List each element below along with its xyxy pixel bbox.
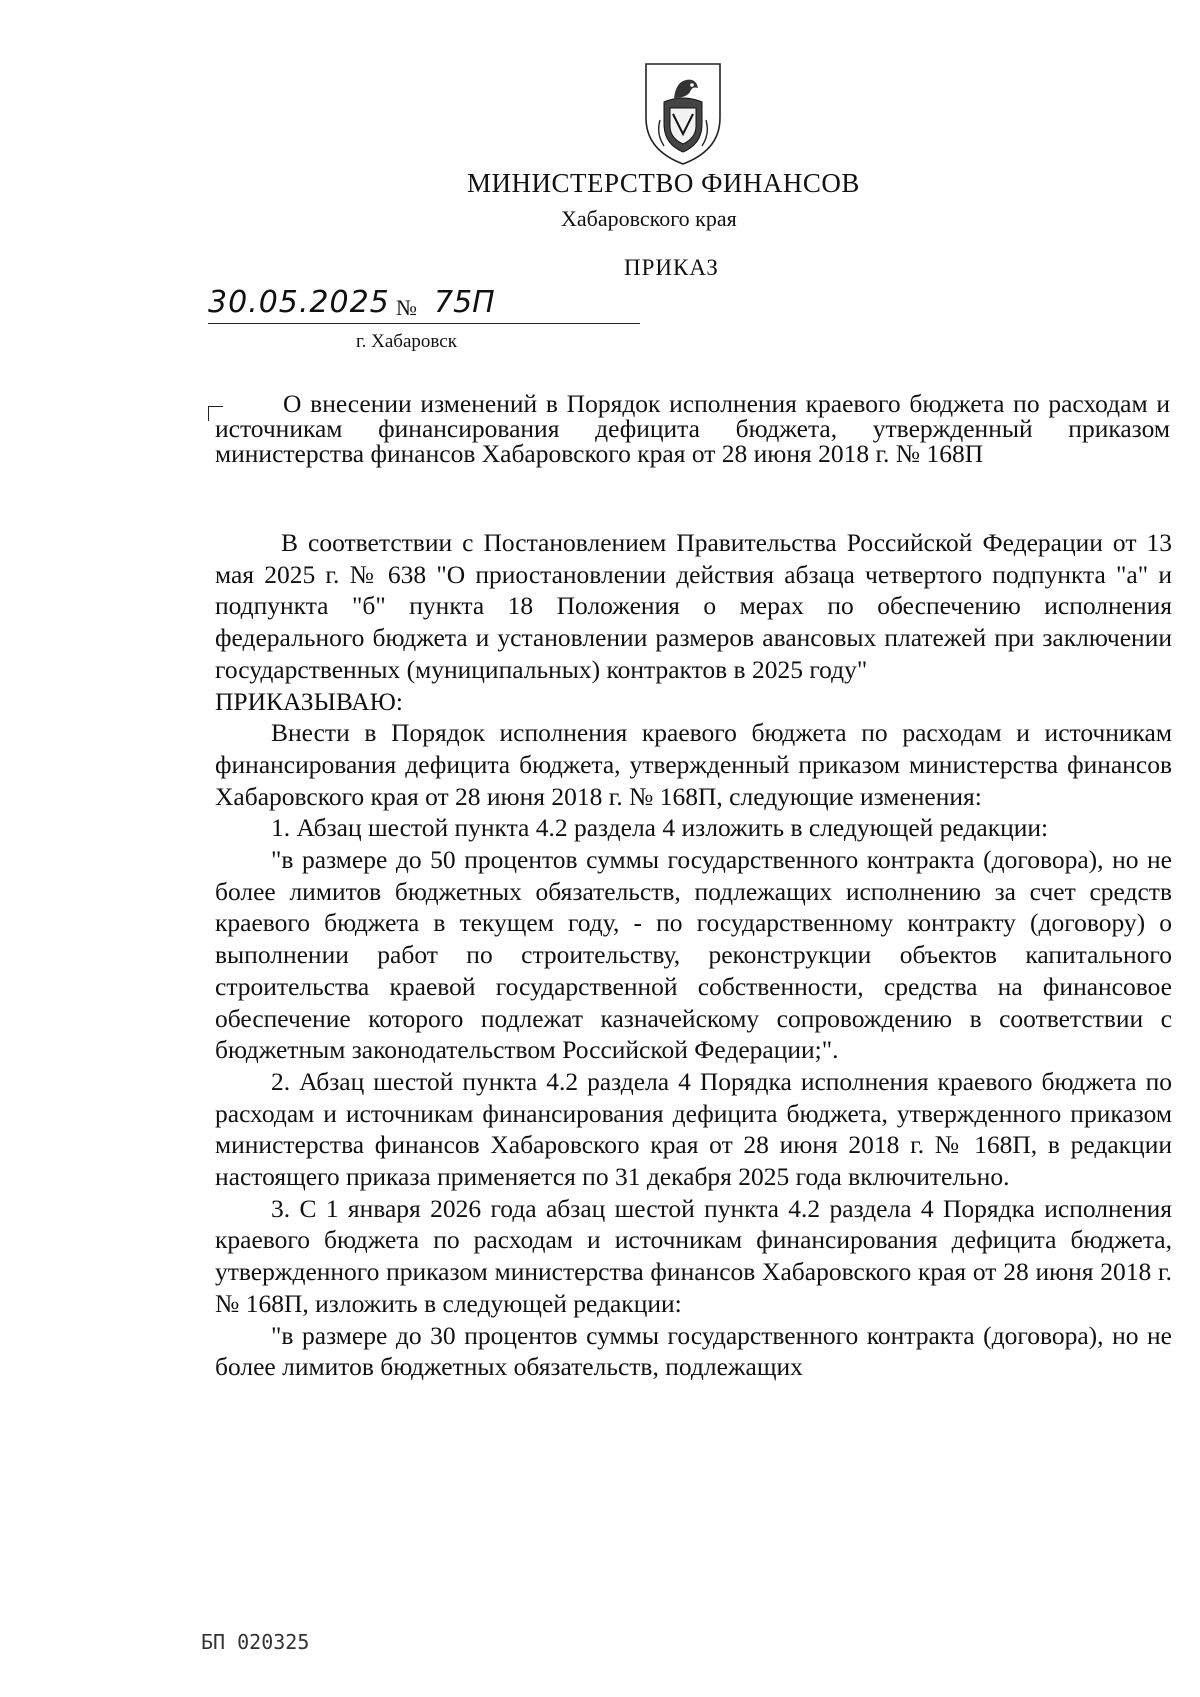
item-3-paragraph: 3. С 1 января 2026 года абзац шестой пункта 4.2 раздела 4 Порядка исполнения краевого бюджета по расходам и источникам финансирования дефицита бюджета, утвержденного приказом министерства финансов Хабаровского края от 28 июня 2018 г. № 168П, изложить в следующей редакции: bbox=[215, 1193, 1172, 1318]
region-name: Хабаровского края bbox=[561, 206, 737, 231]
form-code: БП 020325 bbox=[201, 1630, 310, 1654]
order-word: ПРИКАЗЫВАЮ: bbox=[215, 686, 403, 716]
quote-1-paragraph: "в размере до 50 процентов суммы государственного контракта (договора), но не более лимитов бюджетных обязательств, подлежащих исполнению за счет средств краевого бюджета в текущем году, - по государственному контракту (договору) о выполнении работ по строительству, реконструкции объектов капитального строительства краевой государственной собственности, средства на финансовое обеспечение которого подлежат казначейскому сопровождению в соответствии с бюджетным законодательством Российской Федерации;". bbox=[215, 845, 1172, 1065]
order-number: 75П bbox=[434, 285, 495, 320]
item-2-paragraph: 2. Абзац шестой пункта 4.2 раздела 4 Порядка исполнения краевого бюджета по расходам и источникам финансирования дефицита бюджета, утвержденного приказом министерства финансов Хабаровского края от 28 июня 2018 г. № 168П, в редакции настоящего приказа применяется по 31 декабря 2025 года включительно. bbox=[215, 1066, 1172, 1192]
number-sign: № bbox=[396, 295, 417, 320]
order-body bbox=[215, 527, 1172, 1383]
order-date: 30.05.2025 bbox=[208, 285, 390, 320]
order-subject bbox=[215, 391, 1170, 466]
quote-3-paragraph: "в размере до 30 процентов суммы государственного контракта (договора), но не более лимитов бюджетных обязательств, подлежащих bbox=[215, 1320, 1172, 1382]
coat-of-arms-icon bbox=[640, 58, 726, 170]
intro-paragraph: Внести в Порядок исполнения краевого бюджета по расходам и источникам финансирования дефицита бюджета, утвержденный приказом министерства финансов Хабаровского края от 28 июня 2018 г. № 168П, следующие изменения: bbox=[215, 718, 1172, 811]
document-type: ПРИКАЗ bbox=[624, 255, 719, 280]
subject-text: О внесении изменений в Порядок исполнения краевого бюджета по расходам и источникам финансирования дефицита бюджета, утвержденный приказом министерства финансов Хабаровского края от 28 июня 2018 г. № 168П bbox=[215, 389, 1170, 468]
city-label: г. Хабаровск bbox=[356, 331, 457, 352]
ministry-name: МИНИСТЕРСТВО ФИНАНСОВ bbox=[467, 168, 860, 198]
preamble-paragraph: В соответствии с Постановлением Правительства Российской Федерации от 13 мая 2025 г. № 638 "О приостановлении действия абзаца четвертого подпункта "а" и подпункта "б" пункта 18 Положения о мерах по обеспечению исполнения федерального бюджета и установлении размеров авансовых платежей при заключении государственных (муниципальных) контрактов в 2025 году" bbox=[215, 528, 1172, 684]
item-1-paragraph: 1. Абзац шестой пункта 4.2 раздела 4 изложить в следующей редакции: bbox=[271, 813, 1049, 843]
registration-line bbox=[208, 285, 640, 324]
